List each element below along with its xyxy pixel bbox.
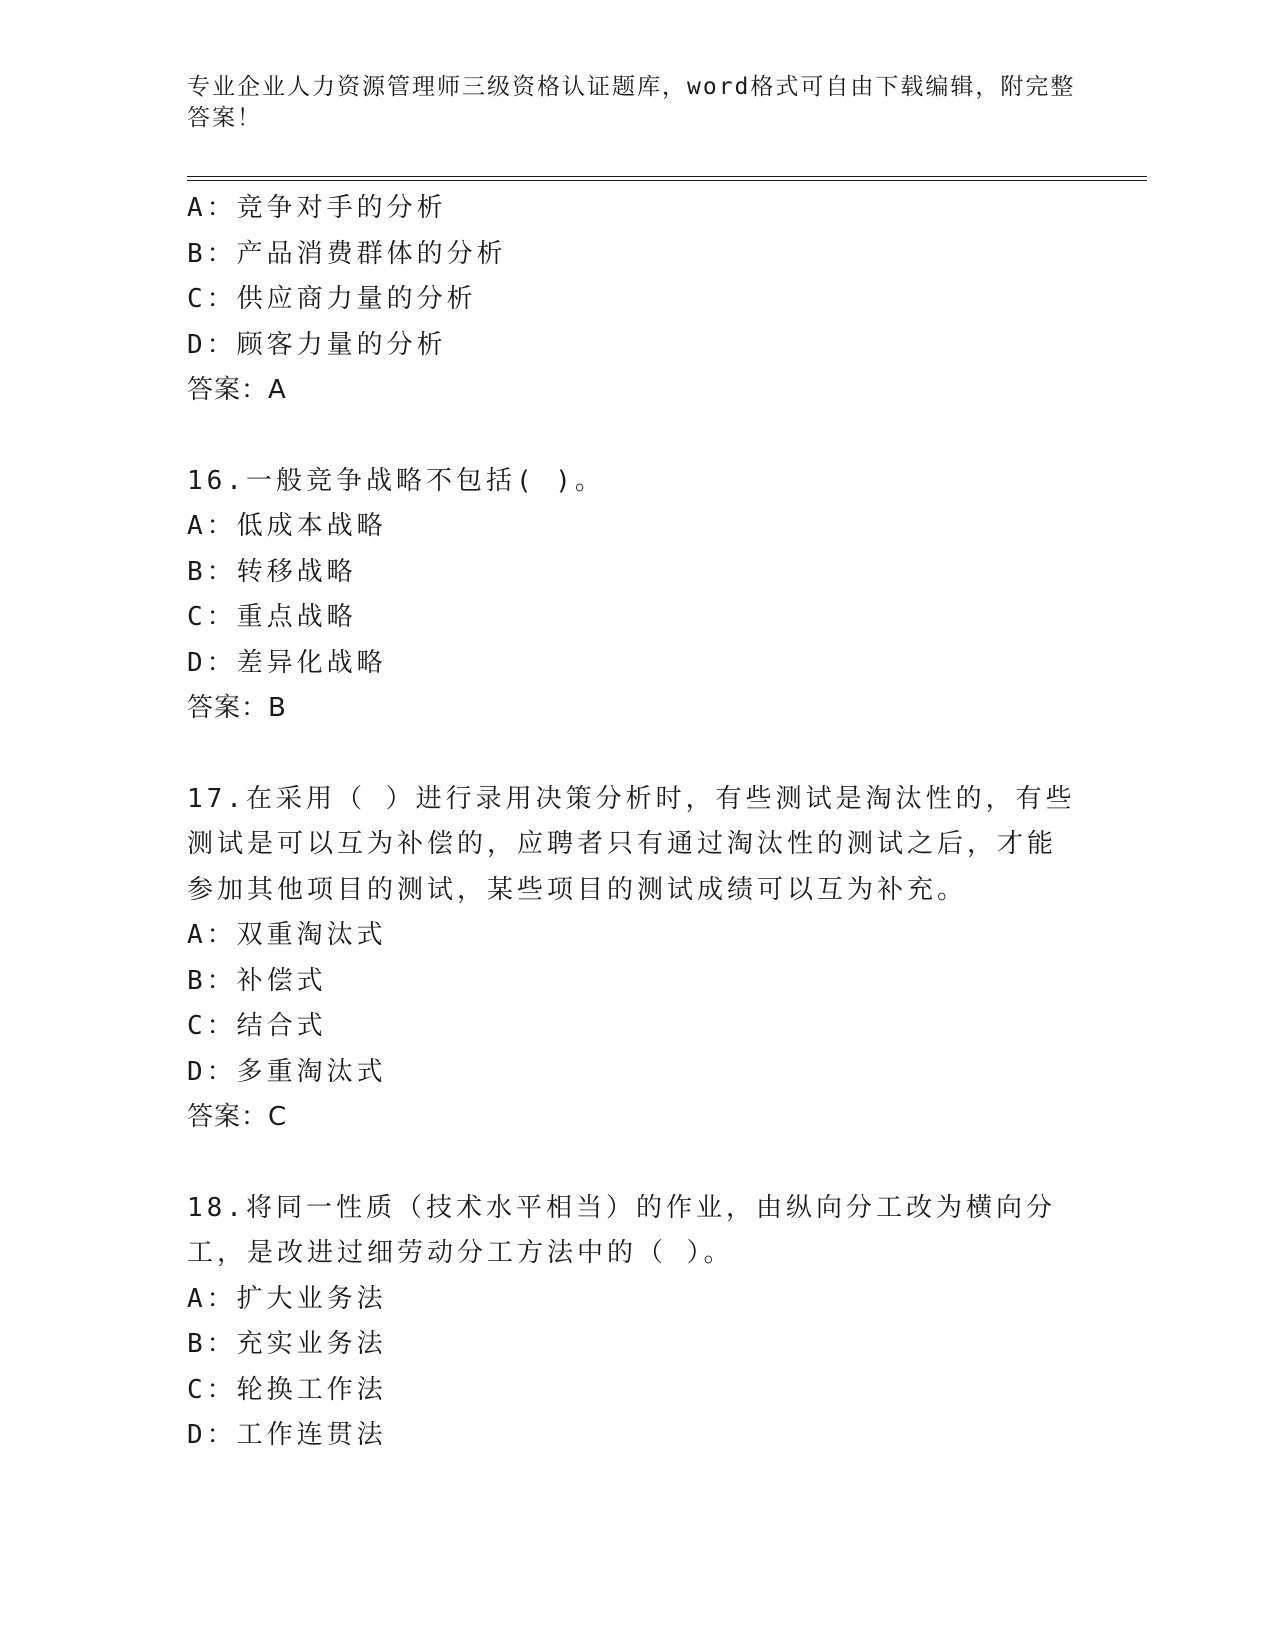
option-d	[187, 1413, 1147, 1459]
option-letter: C：	[187, 602, 237, 632]
question-stem: 16.一般竞争战略不包括( )。	[187, 465, 605, 496]
option-text: 顾客力量的分析	[236, 329, 447, 360]
question-stem: 17.在采用（ ）进行录用决策分析时，有些测试是淘汰性的，有些测试是可以互为补偿的，应聘者只有通过淘汰性的测试之后，才能参加其他项目的测试，某些项目的测试成绩可以互为补充。	[187, 783, 1076, 905]
option-text: 低成本战略	[236, 511, 387, 541]
option-text: 竞争对手的分析	[236, 193, 447, 223]
option-b	[187, 1322, 1147, 1368]
question-list	[187, 186, 1147, 1459]
option-a	[187, 913, 1147, 959]
option-text: 重点战略	[236, 602, 357, 632]
question-16	[187, 459, 1147, 732]
option-c	[187, 1368, 1147, 1414]
option-letter: D：	[187, 647, 237, 678]
option-letter: A：	[187, 1283, 237, 1314]
answer-line: 答案：A	[187, 375, 287, 405]
option-a	[187, 186, 1147, 232]
option-text: 转移战略	[236, 556, 357, 587]
option-b	[187, 232, 1147, 278]
option-b	[187, 550, 1147, 596]
option-text: 补偿式	[236, 965, 327, 996]
option-text: 产品消费群体的分析	[236, 238, 507, 269]
option-c	[187, 1004, 1147, 1050]
answer-line: 答案：B	[187, 693, 287, 723]
option-text: 结合式	[236, 1011, 327, 1041]
document-header: 专业企业人力资源管理师三级资格认证题库，word格式可自由下载编辑，附完整答案！	[187, 74, 1076, 131]
option-text: 扩大业务法	[236, 1283, 387, 1314]
spacer	[187, 732, 1147, 777]
header-divider	[187, 176, 1147, 181]
option-d	[187, 323, 1147, 369]
spacer	[187, 414, 1147, 459]
option-a	[187, 1277, 1147, 1323]
option-d	[187, 641, 1147, 687]
option-letter: C：	[187, 1374, 237, 1405]
option-letter: A：	[187, 511, 237, 541]
option-d	[187, 1050, 1147, 1096]
option-letter: A：	[187, 193, 237, 223]
option-text: 差异化战略	[236, 647, 387, 678]
option-letter: C：	[187, 1011, 237, 1041]
option-letter: B：	[187, 965, 237, 996]
question-stem: 18.将同一性质（技术水平相当）的作业，由纵向分工改为横向分工，是改进过细劳动分工方法中的（ ）。	[187, 1192, 1056, 1268]
option-text: 供应商力量的分析	[236, 284, 477, 314]
option-c	[187, 277, 1147, 323]
question-17	[187, 777, 1147, 1141]
option-text: 多重淘汰式	[236, 1056, 387, 1087]
option-letter: D：	[187, 1420, 237, 1450]
option-text: 双重淘汰式	[236, 920, 387, 950]
option-text: 轮换工作法	[236, 1374, 387, 1405]
option-letter: C：	[187, 284, 237, 314]
question-18	[187, 1186, 1147, 1459]
spacer	[187, 1141, 1147, 1186]
option-a	[187, 504, 1147, 550]
answer-line: 答案：C	[187, 1102, 288, 1132]
option-letter: B：	[187, 1329, 237, 1359]
question-15	[187, 186, 1147, 414]
option-letter: A：	[187, 920, 237, 950]
option-letter: B：	[187, 556, 237, 587]
option-text: 充实业务法	[236, 1329, 387, 1359]
option-b	[187, 959, 1147, 1005]
option-letter: B：	[187, 238, 237, 269]
option-letter: D：	[187, 329, 237, 360]
option-letter: D：	[187, 1056, 237, 1087]
option-c	[187, 595, 1147, 641]
option-text: 工作连贯法	[236, 1420, 387, 1450]
